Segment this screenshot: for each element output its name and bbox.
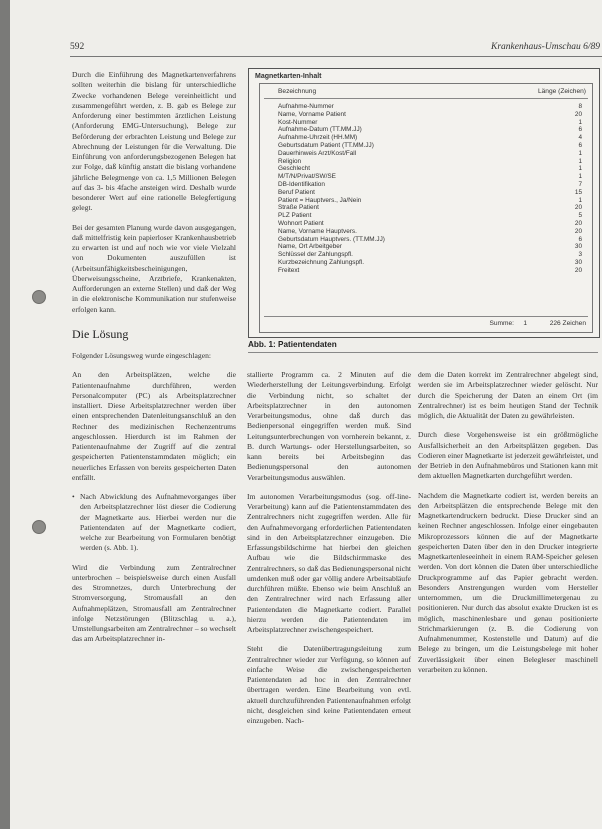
table-row — [278, 111, 582, 119]
bullet-list — [72, 492, 236, 554]
field-length: 4 — [578, 134, 582, 142]
table-row — [278, 212, 582, 220]
field-name: Kost-Nummer — [278, 118, 318, 126]
field-name: Religion — [278, 157, 302, 165]
table-body — [278, 103, 582, 275]
field-name: Wohnort Patient — [278, 219, 324, 227]
field-length: 1 — [578, 149, 582, 157]
field-name: Aufnahme-Nummer — [278, 103, 334, 110]
field-length: 20 — [574, 227, 582, 235]
magnetcard-table — [248, 68, 600, 338]
table-row — [278, 259, 582, 267]
field-name: Freitext — [278, 266, 300, 274]
paragraph: Wird die Verbindung zum Zentralrechner unterbrochen – beispielsweise durch einen Ausfall des Stromnetzes, durch Unterbrechung der Stromversorgung, Stromausfall an den Aufnahmeplätzen, Stromausfall am Zentralrechner infolge Netzstörungen (Blitzschlag u. a.), Umstellungsarbeiten am Zentralrechner – so wechselt das am Arbeitsplatzrechner in- — [72, 562, 236, 644]
table-row — [278, 189, 582, 197]
paragraph: stallierte Programm ca. 2 Minuten auf die Wiederherstellung der Leitungsverbindung. Erfolgt die Verbindung nicht, so schaltet der Arbeitsplatzrechner in den autonomen Verarbeitungsmodus, ohne daß durch das Bedienpersonal eingegriffen werden muß. Sind Leitungsunterbrechungen von vornherein bekannt, z. B. durch Wartungs- oder Herstellungsarbeiten, so kann bereits bei Arbeitsbeginn das Bedienungspersonal den autonomen Verarbeitungsmodus auswählen. — [247, 370, 411, 482]
running-title: Krankenhaus-Umschau 6/89 — [491, 42, 600, 52]
paragraph: Steht die Datenübertragungsleitung zum Zentralrechner wieder zur Verfügung, so können auf einfache Weise die zwischengespeicherten Patientendaten ad hoc in den Zentralrechner übertragen werden. Eine Bearbeitung von evtl. aktuell durchzuführenden Patientenaufnahmen erfolgt nicht, desgleichen sind keine Patientendaten erneut einzugeben. Nach- — [247, 644, 411, 725]
table-row — [278, 103, 582, 111]
field-length: 20 — [574, 204, 582, 212]
field-name: Geburtsdatum Patient (TT.MM.JJ) — [278, 141, 374, 149]
sum-value: 226 Zeichen — [549, 320, 586, 327]
table-row — [278, 243, 582, 251]
paragraph: An den Arbeitsplätzen, welche die Patientenaufnahme durchführen, werden Personalcomputer (PC) als Arbeitsplatzrechner installiert. Diese Arbeitsplatzrechner werden über einen entsprechenden Datenleitungsanschluß an den Rechner des medizinischen Rechenzentrums angeschlossen. Hierdurch ist im Rahmen der Patientenaufnahme der Zugriff auf die zentral gespeicherten Patientenstammdaten möglich; ein neuerliches Erfassen von bereits gespeicherten Daten entfällt. — [72, 370, 236, 482]
field-length: 7 — [578, 180, 582, 188]
field-length: 6 — [578, 235, 582, 243]
column-header-length: Länge (Zeichen) — [537, 88, 586, 95]
paragraph: Folgender Lösungsweg wurde eingeschlagen: — [72, 351, 211, 360]
table-row — [278, 197, 582, 205]
table-row — [278, 173, 582, 181]
table-row — [278, 142, 582, 150]
table-row — [278, 134, 582, 142]
field-length: 30 — [574, 243, 582, 251]
caption-rule — [248, 352, 598, 353]
page-header — [70, 42, 602, 54]
table-row — [278, 220, 582, 228]
field-name: Name, Vorname Hauptvers. — [278, 227, 357, 235]
field-length: 6 — [578, 141, 582, 149]
field-length: 20 — [574, 266, 582, 274]
field-length: 5 — [578, 212, 582, 220]
field-name: Beruf Patient — [278, 188, 315, 196]
table-row — [278, 267, 582, 275]
field-length: 1 — [578, 157, 582, 165]
table-row — [278, 204, 582, 212]
field-name: M/T/N/Privat/SW/SE — [278, 173, 336, 181]
field-length: 30 — [574, 258, 582, 266]
field-length: 8 — [578, 103, 582, 110]
field-length: 20 — [574, 219, 582, 227]
table-title: Magnetkarten-Inhalt — [255, 73, 322, 80]
punch-hole — [32, 520, 46, 534]
field-length: 1 — [578, 196, 582, 204]
field-length: 1 — [578, 165, 582, 173]
field-name: Patient = Hauptvers., Ja/Nein — [278, 196, 362, 204]
table-row — [278, 181, 582, 189]
sum-label: Summe: — [489, 320, 514, 327]
table-rule — [264, 316, 588, 317]
list-item: • Nach Abwicklung des Aufnahmevorganges über den Arbeitsplatzrechner löst dieser die Codierung der Magnetkarte aus. Hierbei werden nur die Patientendaten auf der Magnetkarte codiert, welche zur Bearbeitung von Formularen benötigt werden (s. Abb. 1). — [80, 492, 236, 554]
punch-hole — [32, 290, 46, 304]
text-column-1 — [72, 70, 236, 654]
text-column-2 — [247, 370, 411, 735]
field-length: 1 — [578, 173, 582, 181]
table-row — [278, 236, 582, 244]
field-name: PLZ Patient — [278, 212, 312, 220]
paragraph: Bei der gesamten Planung wurde davon ausgegangen, daß mittelfristig kein papierloser Krankenhausbetrieb zu erwarten ist und auf noch wie vor viele Vielzahl von Dokumenten auszufüllen ist (Arbeitsunfähigkeitsbescheinigungen, Überweisungsscheine, Arztbriefe, Krankenakten, Aufforderungen an externe Stellen) und daß der Weg in die elektronische Kommunikation nur stufenweise erfolgen kann. — [72, 222, 236, 314]
section-heading: Die Lösung — [72, 326, 129, 341]
field-name: Aufnahme-Uhrzeit (HH.MM) — [278, 134, 358, 142]
field-name: Schlüssel der Zahlungspfl. — [278, 251, 353, 259]
sum-count: 1 — [523, 320, 527, 327]
field-name: Straße Patient — [278, 204, 319, 212]
field-name: Aufnahme-Datum (TT.MM.JJ) — [278, 126, 362, 134]
table-row — [278, 126, 582, 134]
table-row — [278, 150, 582, 158]
field-name: Name, Ort Arbeitgeber — [278, 243, 342, 251]
document-page — [10, 0, 602, 829]
text-column-3 — [418, 370, 598, 684]
field-length: 3 — [578, 251, 582, 259]
table-row — [278, 158, 582, 166]
paragraph: dem die Daten korrekt im Zentralrechner abgelegt sind, werden sie im Arbeitsplatzrechner wieder gelöscht. Nur durch die Speicherung der Daten an einem Ort (im Zentralrechner) ist es beim heutigen Stand der Technik möglich, die Aktualität der Daten zu gewährleisten. — [418, 370, 598, 420]
page-number: 592 — [70, 42, 85, 52]
table-row — [278, 251, 582, 259]
field-name: Geburtsdatum Hauptvers. (TT.MM.JJ) — [278, 235, 385, 243]
field-length: 6 — [578, 126, 582, 134]
header-rule — [70, 56, 602, 57]
field-length: 1 — [578, 118, 582, 126]
table-rule — [264, 98, 588, 99]
paragraph: Durch die Einführung des Magnetkartenverfahrens sollten weiterhin die bislang für unterschiedliche Zwecke vorhandenen Belege vereinheitlicht und zusammengeführt werden, z. B. gab es Belege zur Anforderung einer bestimmten ärztlichen Leistung (Anforderung EMG-Untersuchung), Belege zur Beförderung der erbrachten Leistung und Belege zur Abrechnung der Leistungen für die Verwaltung. Die Einführung von anforderungsbezogenen Belegen hat zur Folge, daß künftig anstatt die bislang vorhandene jährliche Belegmenge von ca. 1,5 Millionen Belegen auf das 3- bis 4fache ansteigen wird. Deshalb wurde besonderer Wert auf eine rationelle Belegfertigung gelegt. — [72, 70, 236, 213]
paragraph: Im autonomen Verarbeitungsmodus (sog. off-line-Verarbeitung) kann auf die Patientenstammdaten des Zentralrechners nicht zugegriffen werden. Alle für den Aufnahmevorgang erforderlichen Patientendaten sind in den Arbeitsplatzrechner einzugeben. Die Erfassungsbildschirme hat hierbei den gleichen Aufbau wie die Bildschirmmaske des Zentralrechners, so daß das Bedienungspersonal nicht umdenken muß oder gar völlig andere Arbeitsabläufe durchführen müßte. Ebenso wie beim Anschluß an den Zentralrechner wird nach Erfassung aller Patientendaten die Magnetkarte codiert. Parallel hierzu werden die Patientendaten im Arbeitsplatzrechner zwischengespeichert. — [247, 491, 411, 634]
column-header-name: Bezeichnung — [278, 88, 317, 95]
table-frame — [259, 83, 593, 333]
field-name: Name, Vorname Patient — [278, 110, 346, 118]
paragraph: Nachdem die Magnetkarte codiert ist, werden bereits an den Arbeitsplätzen die entsprechende Belege mit den Magnetkartendruckern bedruckt. Diese Drucker sind an keinen Rechner angeschlossen. Infolge einer eingebauten Mikroprozessors können die auf der Magnetkarte gespeicherten Daten über den in den Drucker integrierte Magnetkartenleseeinheit in einem RAM-Speicher gelesen werden. Von dort können die Daten über unterschiedliche Druckprogramme auf das Papier gebracht werden. Besonders Anstrengungen wurden vom Hersteller unternommen, um die Druckmillimetergenau zu positionieren. Nur durch das absolut exakte Drucken ist es möglich, maschinenlesbare und genau positionierte Strichmarkierungen (z. B. die Codierung von Aufnahmenummer, Kostenstelle und Datum) auf die Belege zu bringen, um die Leistungsbelege mit hoher Zuverlässigkeit über einen Belegleser maschinell verarbeiten zu können. — [418, 490, 598, 674]
field-length: 15 — [574, 188, 582, 196]
paragraph: Durch diese Vorgehensweise ist ein größtmögliche Ausfallsicherheit an den Arbeitsplätzen gegeben. Das Codieren einer Magnetkarte ist jederzeit gewährleistet, und der Betrieb in den Aufnahmebüros und Stationen kann mit dem aktuellen Magnetkarten durchgeführt werden. — [418, 430, 598, 481]
field-length: 20 — [574, 110, 582, 118]
field-name: DB-Identifikation — [278, 180, 325, 188]
table-row — [278, 228, 582, 236]
figure-caption: Abb. 1: Patientendaten — [248, 340, 337, 349]
field-name: Dauerhinweis Arzt/Kost/Fall — [278, 149, 357, 157]
field-name: Kurzbezeichnung Zahlungspfl. — [278, 258, 364, 266]
table-row — [278, 165, 582, 173]
field-name: Geschlecht — [278, 165, 310, 173]
table-row — [278, 119, 582, 127]
